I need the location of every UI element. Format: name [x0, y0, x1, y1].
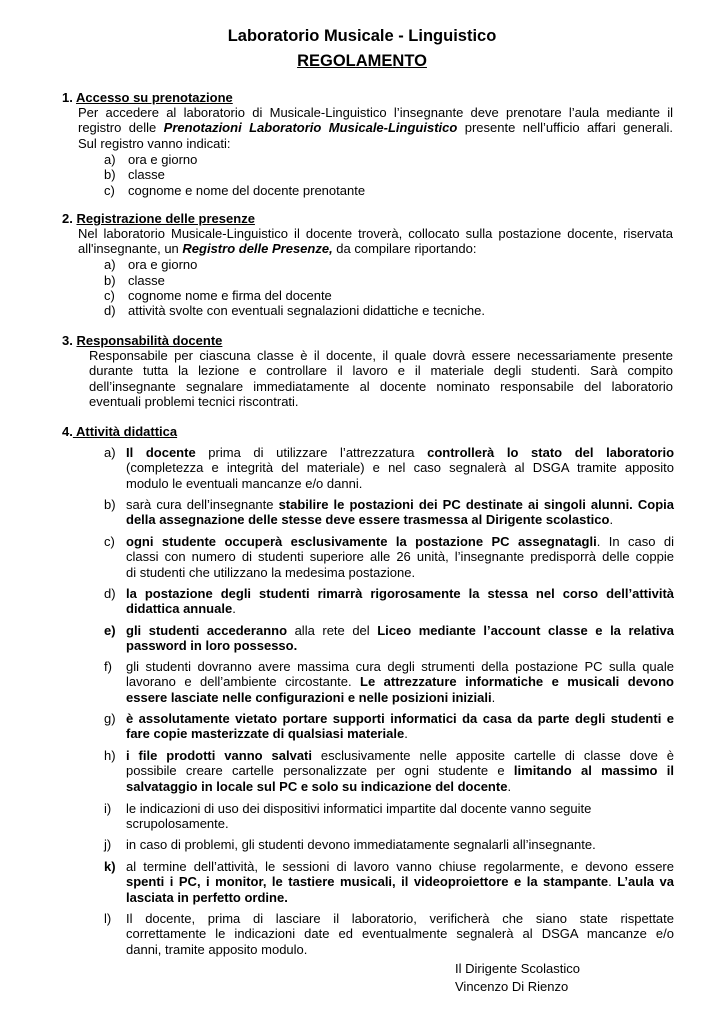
document-subtitle: REGOLAMENTO [297, 52, 427, 70]
section-2-list-item: c) cognome nome e firma del docente [104, 288, 332, 303]
section-3-line-4: eventuali problemi tecnici riscontrati. [89, 393, 299, 409]
rule-h-line-2: possibile creare cartelle personalizzate per ogni studente e limitando al massimo il [126, 763, 674, 779]
rule-h-line-3: salvataggio in locale sul PC e solo su indicazione del docente. [126, 778, 512, 794]
rule-a-line-3: modulo le eventuali mancanze e/o danni. [126, 475, 363, 491]
rule-c-line-3: di studenti che utilizzano la medesima postazione. [126, 564, 416, 580]
rule-a-line-2: (completezza e integrità del materiale) e nel caso segnalerà al DSGA tramite apposito [126, 460, 674, 476]
document-page: Laboratorio Musicale - Linguistico REGOLAMENTO 1. Accesso su prenotazione Per accedere al laboratorio di Musicale-Linguistico l’insegnante deve prenotare l’aula mediante il registro delle Prenotazioni Laboratorio Musicale-Linguistico presente nell’ufficio affari generali. Sul registro vanno indicati: a) ora e giorno b) classe c) cognome e nome del docente prenotante 2. Registrazione delle presenze Nel laboratorio Musicale-Linguistico il docente troverà, collocato sulla postazione docente, riservata all'insegnante, un Registro delle Presenze, da compilare riportando: a) ora e giorno b) classe c) cognome nome e firma del docente d) attività svolte con eventuali segnalazioni didattiche e tecniche. 3. Responsabilità docente Responsabile per ciascuna classe è il docente, il quale dovrà essere necessariamente presente durante tutta la lezione e controllare il lavoro e il materiale degli studenti. Sarà compito dell’insegnante segnalare immediatamente al docente nominato responsabile del laboratorio eventuali problemi tecnici riscontrati. 4. Attività didattica a) Il docente prima di utilizzare l’attrezzatura controllerà lo stato del laboratorio (completezza e integrità del materiale) e nel caso segnalerà al DSGA tramite apposito modulo le eventuali mancanze e/o danni. b) sarà cura dell’insegnante stabilire le postazioni dei PC destinate ai singoli alunni. Copia della assegnazione delle stesse deve essere trasmessa al Dirigente scolastico. c) ogni studente occuperà esclusivamente la postazione PC assegnatagli. In caso di classi con numero di studenti superiore alle 26 unità, l’insegnante predisporrà delle coppie di studenti che utilizzano la medesima postazione. d) la postazione degli studenti rimarrà rigorosamente la stessa nel corso dell’attività didattica annuale. e) gli studenti accederanno alla rete del Liceo mediante l’account classe e la relativa password in loro possesso. f) gli studenti dovranno avere massima cura degli strumenti della postazione PC sulla quale lavorano e dell’ambiente circostante. Le attrezzature informatiche e musicali devono essere lasciate nelle configurazioni e nelle posizioni iniziali. g) è assolutamente vietato portare supporti informatici da casa da parte degli studenti e fare copie masterizzate di qualsiasi materiale. h) i file prodotti vanno salvati esclusivamente nelle apposite cartelle di classe dove è possibile creare cartelle personalizzate per ogni studente e limitando al massimo il salvataggio in locale sul PC e solo su indicazione del docente. i) le indicazioni di uso dei dispositivi informatici impartite dal docente vanno seguite scrupolosamente. j) in caso di problemi, gli studenti devono immediatamente segnalarli all’insegnante. k) al termine dell’attività, le sessioni di lavoro vanno chiuse regolarmente, e devono essere spenti i PC, i monitor, le tastiere musicali, il videoproiettore e la stampante. L’aula va lasciata in perfetto ordine. l) Il docente, prima di lasciare il laboratorio, verificherà che siano state rispettate correttamente le indicazioni date ed eventualmente segnalerà al DSGA mancanze e/o danni, tramite apposito modulo. Il Dirigente Scolastico Vincenzo Di Rienzo [0, 0, 724, 1024]
section-2-list-item: a) ora e giorno [104, 257, 198, 272]
section-1-line-2: registro delle Prenotazioni Laboratorio Musicale-Linguistico presente nell’ufficio affari generali. [78, 120, 673, 136]
section-4-title: Attività didattica [72, 424, 178, 439]
rule-f-line-1: gli studenti dovranno avere massima cura degli strumenti della postazione PC sulla quale [126, 659, 674, 674]
rule-l-line-3: danni, tramite apposito modulo. [126, 941, 308, 957]
section-4-heading [62, 424, 177, 439]
rule-i-line-1: le indicazioni di uso dei dispositivi informatici impartite dal docente vanno seguite [126, 801, 592, 816]
rule-c-line-1: ogni studente occuperà esclusivamente la postazione PC assegnatagli. In caso di [126, 534, 674, 549]
section-1-paragraph [78, 105, 673, 151]
section-2-line-2: all'insegnante, un Registro delle Presenze, da compilare riportando: [78, 241, 477, 257]
rule-k-line-1: al termine dell’attività, le sessioni di lavoro vanno chiuse regolarmente, e devono essere [126, 859, 674, 874]
section-3-heading [62, 333, 222, 348]
section-1-heading [62, 90, 233, 105]
rule-j-line-1: in caso di problemi, gli studenti devono immediatamente segnalarli all’insegnante. [126, 837, 596, 852]
section-2-list-item: d) attività svolte con eventuali segnalazioni didattiche e tecniche. [104, 303, 485, 318]
section-3-paragraph [89, 348, 673, 409]
section-3-number: 3. [62, 333, 73, 348]
rule-g-line-1: è assolutamente vietato portare supporti informatici da casa da parte degli studenti e [126, 711, 674, 726]
section-2-title: Registrazione delle presenze [76, 211, 255, 226]
section-2-paragraph [78, 226, 673, 257]
rule-k-line-2: spenti i PC, i monitor, le tastiere musicali, il videoproiettore e la stampante. L’aula va [126, 874, 674, 890]
section-3-title: Responsabilità docente [76, 333, 223, 348]
rule-h-line-1: i file prodotti vanno salvati esclusivamente nelle apposite cartelle di classe dove è [126, 748, 674, 763]
section-2-list-item: b) classe [104, 273, 165, 288]
rule-c-line-2: classi con numero di studenti superiore alle 26 unità, l’insegnante predisporrà delle coppie [126, 549, 674, 565]
section-2-number: 2. [62, 211, 73, 226]
section-1-list-item: a) ora e giorno [104, 152, 198, 167]
section-1-number: 1. [62, 90, 73, 105]
rule-f-line-3: essere lasciate nelle configurazioni e nelle posizioni iniziali. [126, 689, 496, 705]
rule-b-line-2: della assegnazione delle stesse deve essere trasmessa al Dirigente scolastico. [126, 512, 614, 528]
section-3-line-1: Responsabile per ciascuna classe è il docente, il quale dovrà essere necessariamente presente [89, 348, 673, 363]
rule-a-line-1: Il docente prima di utilizzare l’attrezzatura controllerà lo stato del laboratorio [126, 445, 675, 460]
section-1-line-1: Per accedere al laboratorio di Musicale-Linguistico l’insegnante deve prenotare l’aula mediante il [78, 105, 673, 120]
rule-e-line-1: gli studenti accederanno alla rete del Liceo mediante l’account classe e la relativa [126, 623, 674, 638]
document-title: Laboratorio Musicale - Linguistico [227, 27, 497, 45]
signature-role: Il Dirigente Scolastico [455, 961, 580, 976]
rule-i-line-2: scrupolosamente. [126, 816, 229, 832]
section-2-heading [62, 211, 255, 226]
section-2-line-1: Nel laboratorio Musicale-Linguistico il docente troverà, collocato sulla postazione docente, riservata [78, 226, 673, 241]
section-1-list-item: b) classe [104, 167, 165, 182]
rule-e-line-2: password in loro possesso. [126, 638, 298, 654]
signature-name: Vincenzo Di Rienzo [455, 979, 569, 994]
rule-d-line-2: didattica annuale. [126, 601, 236, 617]
rule-g-line-2: fare copie masterizzate di qualsiasi materiale. [126, 726, 408, 742]
section-3-line-3: dell’insegnante segnalare immediatamente al docente nominato responsabile del laboratorio [89, 378, 673, 394]
section-1-list-item: c) cognome e nome del docente prenotante [104, 183, 366, 198]
section-1-title: Accesso su prenotazione [75, 90, 233, 105]
rule-f-line-2: lavorano e dell’ambiente circostante. Le attrezzature informatiche e musicali devono [126, 674, 674, 690]
section-1-line-3: Sul registro vanno indicati: [78, 135, 231, 151]
rule-k-line-3: lasciata in perfetto ordine. [126, 889, 288, 905]
rule-d-line-1: la postazione degli studenti rimarrà rigorosamente la stessa nel corso dell’attività [126, 586, 674, 601]
section-4-number: 4. [62, 424, 73, 439]
rule-l-line-1: Il docente, prima di lasciare il laboratorio, verificherà che siano state rispettate [126, 911, 674, 926]
section-3-line-2: durante tutta la lezione e controllare il lavoro e il materiale degli studenti. Sarà compito [89, 363, 673, 379]
rule-b-line-1: sarà cura dell’insegnante stabilire le postazioni dei PC destinate ai singoli alunni. Copia [126, 497, 674, 512]
rule-l-line-2: correttamente le indicazioni date ed eventualmente segnalerà al DSGA mancanze e/o [126, 926, 674, 942]
